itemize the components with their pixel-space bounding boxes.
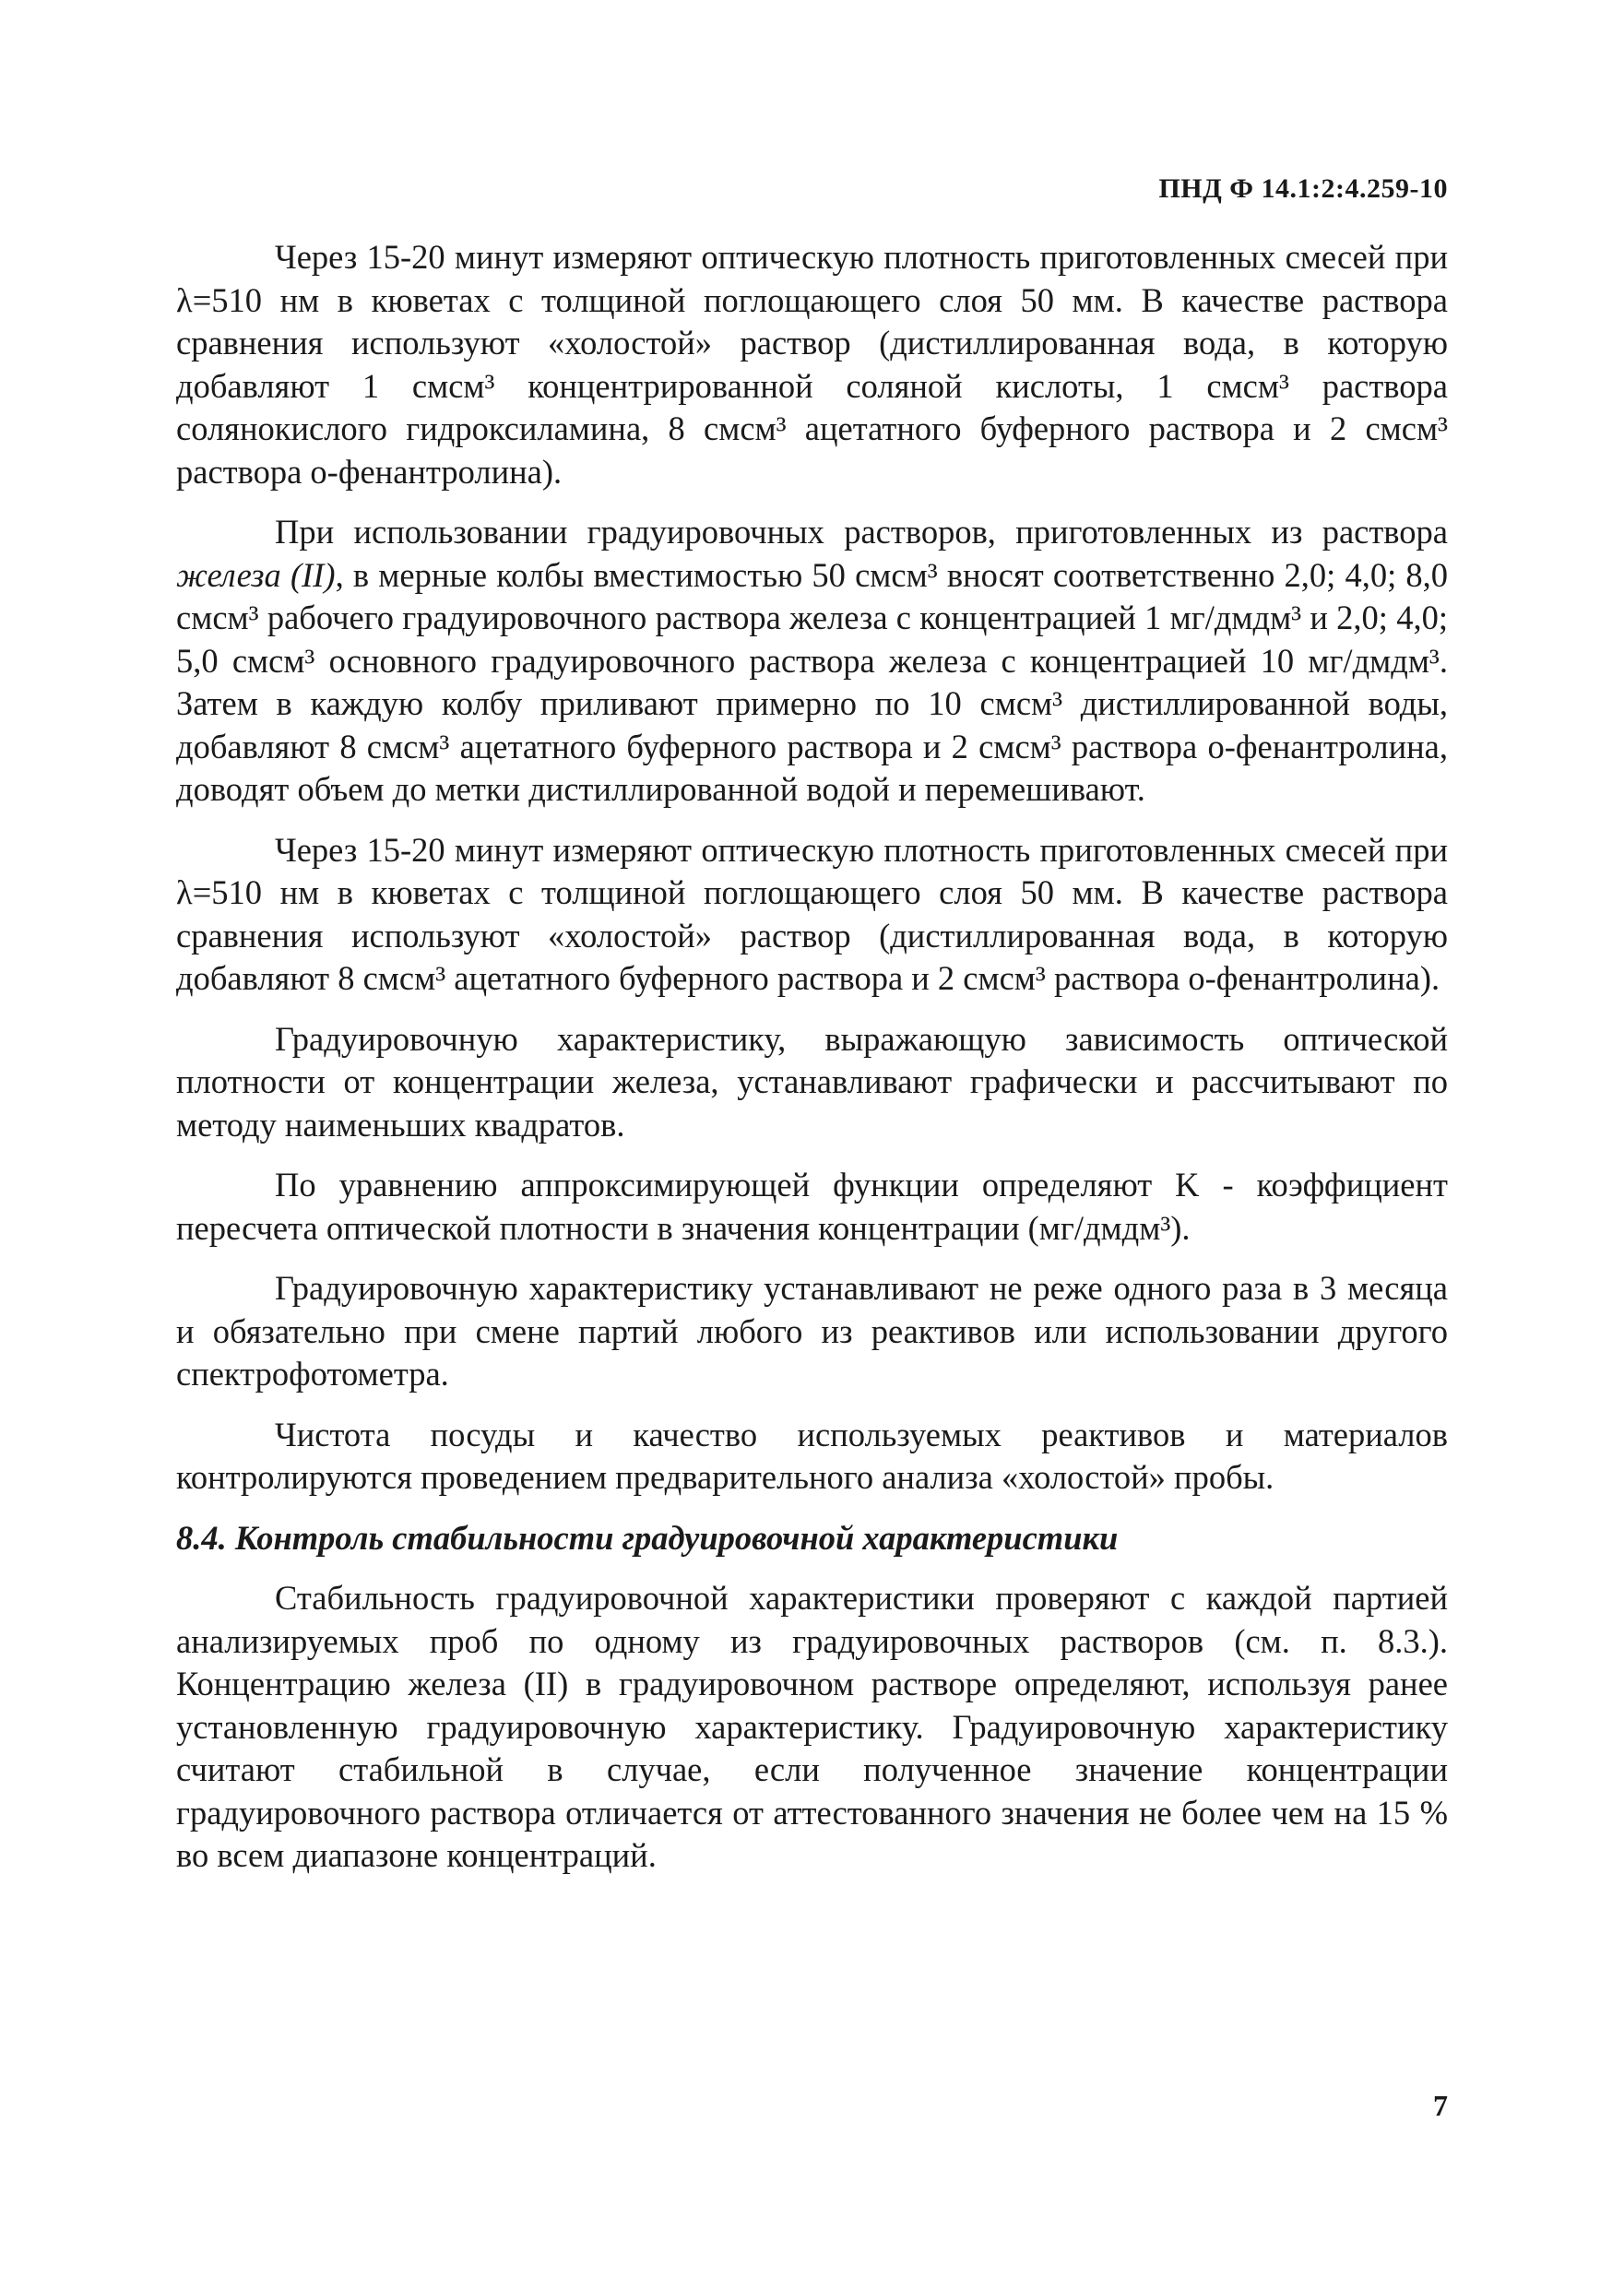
paragraph-measurement-2 — [176, 829, 1448, 1001]
text-segment: ацетатного буферного раствора и 2 см — [445, 959, 1000, 997]
text-segment: раствора о-фенантролина). — [176, 452, 563, 491]
unit-label: см³ — [403, 727, 450, 765]
unit-label: см³ — [1242, 366, 1289, 405]
document-code: ПНД Ф 14.1:2:4.259-10 — [1158, 173, 1448, 204]
paragraph-cleanliness: Чистота посуды и качество используемых реактивов и материалов контролируются проведением предварительного анализа «холостой» пробы. — [176, 1415, 1448, 1496]
unit-label: см³ — [268, 641, 315, 680]
text-segment: концентрированной соляной кислоты, 1 см — [494, 366, 1243, 405]
unit-label: см³ — [1015, 684, 1063, 722]
text-segment: ацетатного буферного раствора и 2 см — [786, 409, 1402, 447]
text-segment: ацетатного буферного раствора и 2 см — [449, 727, 1015, 765]
page-number: 7 — [1433, 2089, 1448, 2122]
text-segment: раствора солянокислого гидроксиламина, 8 см — [176, 366, 1448, 447]
paragraph-calibration-solutions — [176, 511, 1448, 812]
text-segment: . Затем в каждую колбу приливают примерно по 10 см — [176, 641, 1448, 722]
paragraph-stability: Стабильность градуировочной характеристики проверяют с каждой партией анализируемых проб по одному из градуировочных растворов (см. п. 8.3.). Концентрацию железа (II) в градуировочном растворе определяют, используя ранее установленную градуировочную характеристику. Градуировочную характеристику считают стабильной в случае, если полученное значение концентрации градуировочного раствора отличается от аттестованного значения не более чем на 15 % во всем диапазоне концентраций. — [176, 1579, 1448, 1874]
unit-label: см³ — [1014, 727, 1061, 765]
unit-label: см³ — [212, 599, 259, 636]
unit-label: см³ — [398, 959, 446, 997]
text-segment: вносят соответственно 2,0; 4,0; 8,0 см — [176, 555, 1449, 636]
unit-label: дм³ — [1252, 599, 1302, 636]
document-body — [176, 236, 1448, 1895]
text-segment: дистиллированной воды, добавляют 8 см — [176, 684, 1448, 765]
text-segment: раствора о-фенантролина, доводят объем до метки дистиллированной водой и перемешивают. — [176, 727, 1448, 808]
paragraph-calibration-characteristic: Градуировочную характеристику, выражающую зависимость оптической плотности от концентрации железа, устанавливают графически и рассчитывают по методу наименьших квадратов. — [176, 1019, 1448, 1144]
text-segment: и 2,0; 4,0; 5,0 см — [176, 599, 1448, 680]
unit-label: дм³ — [1391, 641, 1440, 680]
text-segment: Через 15-20 минут измеряют оптическую плотность приготовленных смесей при λ=510 нм в кюветах с толщиной поглощающего слоя 50 мм. В качестве раствора сравнения используют «холостой» раствор (дистиллированная вода, в которую добавляют 1 см — [176, 238, 1448, 405]
section-heading: 8.4. Контроль стабильности градуировочной характеристики — [176, 1518, 1119, 1557]
paragraph-approximation — [176, 1164, 1448, 1250]
unit-label: см³ — [448, 366, 495, 405]
text-segment: , в мерные колбы вместимостью 50 см — [335, 555, 892, 594]
text-segment: По уравнению аппроксимирующей функции определяют K - коэффициент пересчета оптической плотности в значения концентрации (мг/дм — [176, 1166, 1448, 1247]
paragraph-frequency: Градуировочную характеристику устанавливают не реже одного раза в 3 месяца и обязательно при смене партий любого из реактивов или использовании другого спектрофотометра. — [176, 1269, 1448, 1393]
unit-label: см³ — [999, 959, 1046, 997]
text-segment: рабочего градуировочного раствора железа с концентрацией 1 мг/дм — [258, 599, 1253, 636]
emphasis-iron: железа (II) — [176, 555, 336, 594]
text-segment: Через 15-20 минут измеряют оптическую плотность приготовленных смесей при λ=510 нм в кюветах с толщиной поглощающего слоя 50 мм. В качестве раствора сравнения используют «холостой» раствор (дистиллированная вода, в которую добавляют 8 см — [176, 830, 1448, 997]
text-segment: раствора о-фенантролина). — [1045, 959, 1440, 997]
text-segment: При использовании градуировочных растворов, приготовленных из раствора — [275, 513, 1448, 551]
unit-label: см³ — [1401, 409, 1448, 447]
unit-label: см³ — [891, 555, 938, 594]
unit-label: дм³ — [1121, 1208, 1171, 1247]
text-segment: основного градуировочного раствора железа с концентрацией 10 мг/дм — [314, 641, 1392, 680]
paragraph-measurement-1 — [176, 236, 1448, 493]
unit-label: см³ — [740, 409, 787, 447]
text-segment: ). — [1170, 1208, 1191, 1247]
